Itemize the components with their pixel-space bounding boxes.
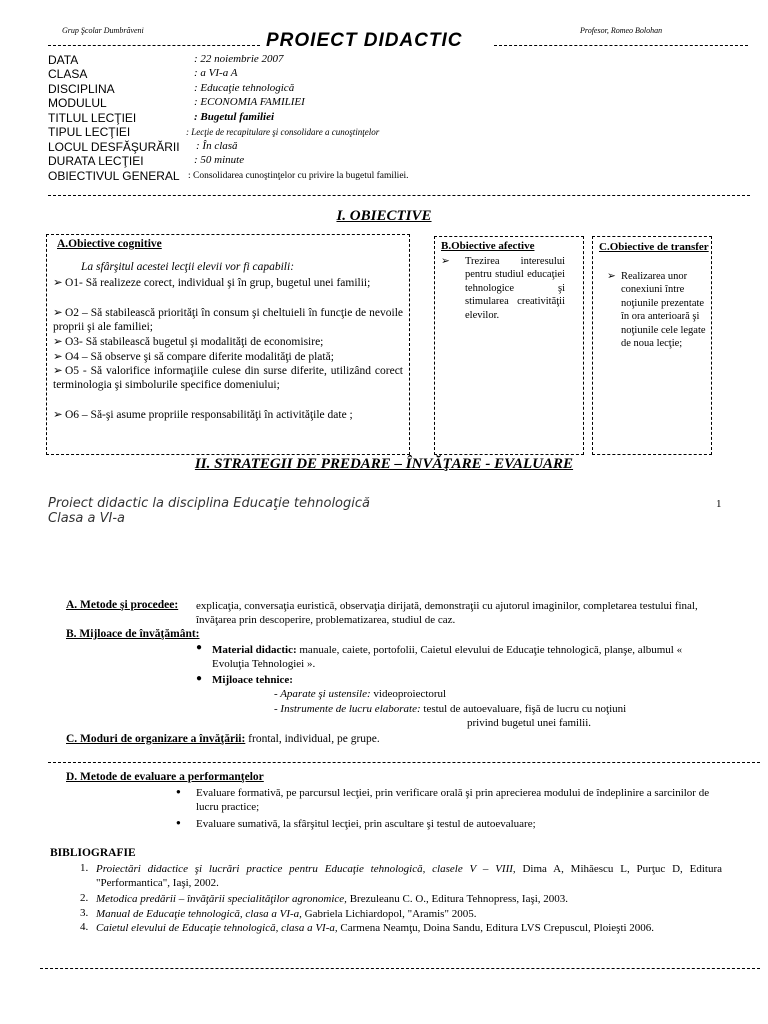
arrow-icon: ➢ xyxy=(53,277,63,289)
cognitive-objectives-title: A.Obiective cognitive xyxy=(57,238,162,250)
info-row-data xyxy=(48,53,748,67)
section-divider xyxy=(48,762,760,763)
teacher-name: Profesor, Romeo Bolohan xyxy=(580,26,663,35)
footer-line1: Proiect didactic la disciplina Educaţie tehnologică xyxy=(48,496,370,511)
methods-text: explicaţia, conversaţia euristică, observaţia dirijată, demonstraţii cu ajutorul imaginilor, completarea testului final, învăţarea prin descoperire, problematizarea, studiul de caz. xyxy=(196,600,698,626)
means-label: B. Mijloace de învăţământ: xyxy=(66,628,200,640)
arrow-icon: ➢ xyxy=(53,365,63,377)
info-row-obiectiv xyxy=(48,169,748,183)
affective-objectives-title: B.Obiective afective xyxy=(441,240,535,252)
tech-item-2: - Instrumente de lucru elaborate: testul de autoevaluare, fişă de lucru cu noţiuni xyxy=(274,703,627,715)
info-label: TITLUL LECŢIEI xyxy=(48,111,137,125)
bullet-icon: ● xyxy=(196,642,203,653)
arrow-icon: ➢ xyxy=(53,307,63,319)
bullet-icon: ● xyxy=(176,818,181,827)
objective-item: ➢ O1- Să realizeze corect, individual şi în grup, bugetul unei familii; xyxy=(53,277,371,289)
tech-item-1: - Aparate şi ustensile: videoproiectorul xyxy=(274,688,447,700)
school-name: Grup Şcolar Dumbrăveni xyxy=(62,26,144,35)
info-value: : Lecţie de recapitulare şi consolidare a cunoştinţelor xyxy=(186,127,380,137)
organize-row: C. Moduri de organizare a învăţării: frontal, individual, pe grupe. xyxy=(66,733,380,745)
info-label: TIPUL LECŢIEI xyxy=(48,125,131,139)
bib-number: 3. xyxy=(80,907,89,919)
methods-label: A. Metode şi procedee: xyxy=(66,599,179,611)
objective-item: ➢ O3- Să stabilească bugetul şi modalităţi de economisire; xyxy=(53,336,324,348)
header-divider-left xyxy=(48,45,260,46)
objective-item: ➢ O4 – Să observe şi să compare diferite modalităţi de plată; xyxy=(53,351,334,363)
bib-number: 2. xyxy=(80,892,89,904)
header-divider-right xyxy=(494,45,748,46)
info-label: DATA xyxy=(48,53,79,67)
info-label: OBIECTIVUL GENERAL xyxy=(48,169,180,183)
footer-line2: Clasa a VI-a xyxy=(48,511,126,526)
tech-item-2-cont: privind bugetul unei familii. xyxy=(467,717,592,729)
objective-item: ➢ O2 – Să stabilească priorităţi în consum şi cheltuieli în funcţie de nevoile proprii şi ale familiei; xyxy=(53,307,403,333)
bib-number: 1. xyxy=(80,862,89,874)
bib-item: Proiectări didactice şi lucrări practice pentru Educaţie tehnologică, clasele V – VIII, Dima A, Mihăescu L, Purţuc D, Editura "Performantica", Iaşi, 2002. xyxy=(96,863,722,889)
info-label: DURATA LECŢIEI xyxy=(48,154,144,168)
info-row-tipul xyxy=(48,125,748,139)
cognitive-objectives-box xyxy=(46,234,410,455)
evaluation-item: Evaluare sumativă, la sfârşitul lecţiei, prin ascultare şi testul de autoevaluare; xyxy=(196,818,536,830)
objective-item: ➢ O5 - Să valorifice informaţiile culese din surse diferite, utilizând corect terminologia şi simbolurile specifice domeniului; xyxy=(53,365,403,391)
info-value: : În clasă xyxy=(196,140,238,152)
bib-item: Caietul elevului de Educaţie tehnologică, clasa a VI-a, Carmena Neamţu, Doina Sandu, Editura LVS Crepuscul, Ploieşti 2006. xyxy=(96,922,655,934)
transfer-text: Realizarea unor conexiuni între noţiunile prezentate în ora anterioară şi noţiunile cele legate de noua lecţie; xyxy=(621,271,706,350)
transfer-objectives-box xyxy=(592,236,712,455)
tech-means-label: Mijloace tehnice: xyxy=(212,674,293,686)
bullet-icon: ● xyxy=(176,787,181,796)
bullet-icon: ● xyxy=(196,673,203,684)
affective-objectives-box xyxy=(434,236,584,455)
section-divider xyxy=(48,195,750,196)
material-didactic: Material didactic: manuale, caiete, portofolii, Caietul elevului de Educaţie tehnologică, planşe, albumul « Evoluţia Tehnologiei ». xyxy=(212,644,683,670)
info-value: : Consolidarea cunoştinţelor cu privire la bugetul familiei. xyxy=(188,171,409,181)
info-row-durata xyxy=(48,154,748,168)
info-value: : ECONOMIA FAMILIEI xyxy=(194,96,305,108)
arrow-icon: ➢ xyxy=(53,409,63,421)
info-label: MODULUL xyxy=(48,96,107,110)
info-value: : 50 minute xyxy=(194,154,245,166)
info-value: : 22 noiembrie 2007 xyxy=(194,53,284,65)
info-label: CLASA xyxy=(48,67,88,81)
section-divider xyxy=(40,968,760,969)
section-strategies-heading: II. STRATEGII DE PREDARE – ÎNVĂŢARE - EVALUARE xyxy=(194,456,574,472)
info-label: LOCUL DESFĂŞURĂRII xyxy=(48,140,180,154)
info-row-locul xyxy=(48,140,748,154)
info-row-modulul xyxy=(48,96,748,110)
arrow-icon: ➢ xyxy=(607,271,616,282)
info-row-titlul xyxy=(48,111,748,125)
arrow-icon: ➢ xyxy=(53,336,63,348)
evaluation-label: D. Metode de evaluare a performanţelor xyxy=(66,771,264,783)
evaluation-item: Evaluare formativă, pe parcursul lecţiei, prin verificare orală şi prin aprecierea modului de îndeplinire a sarcinilor de lucru practice; xyxy=(196,787,710,813)
page-title: PROIECT DIDACTIC xyxy=(266,30,463,51)
bib-item: Metodica predării – învăţării specialităţilor agronomice, Brezuleanu C. O., Editura Tehnopress, Iaşi, 2003. xyxy=(96,893,569,905)
cognitive-intro: La sfârşitul acestei lecţii elevii vor fi capabili: xyxy=(81,261,295,273)
info-row-clasa xyxy=(48,67,748,81)
affective-text: Trezirea interesului pentru studiul educaţiei tehnologice şi stimularea creativităţii elevilor. xyxy=(465,256,565,321)
bib-item: Manual de Educaţie tehnologică, clasa a VI-a, Gabriela Lichiardopol, "Aramis" 2005. xyxy=(96,908,477,920)
section-objectives-heading: I. OBIECTIVE xyxy=(336,208,432,224)
transfer-objectives-title: C.Obiective de transfer xyxy=(599,241,709,253)
arrow-icon: ➢ xyxy=(441,256,450,267)
bibliography-title: BIBLIOGRAFIE xyxy=(50,847,136,859)
objective-item: ➢ O6 – Să-şi asume propriile responsabilităţi în activităţile date ; xyxy=(53,409,353,421)
page-number: 1 xyxy=(716,498,722,510)
info-label: DISCIPLINA xyxy=(48,82,115,96)
info-value: : Educaţie tehnologică xyxy=(194,82,295,94)
bib-number: 4. xyxy=(80,921,89,933)
info-value: : a VI-a A xyxy=(194,67,238,79)
arrow-icon: ➢ xyxy=(53,351,63,363)
info-value: : Bugetul familiei xyxy=(194,111,275,123)
info-row-disciplina xyxy=(48,82,748,96)
